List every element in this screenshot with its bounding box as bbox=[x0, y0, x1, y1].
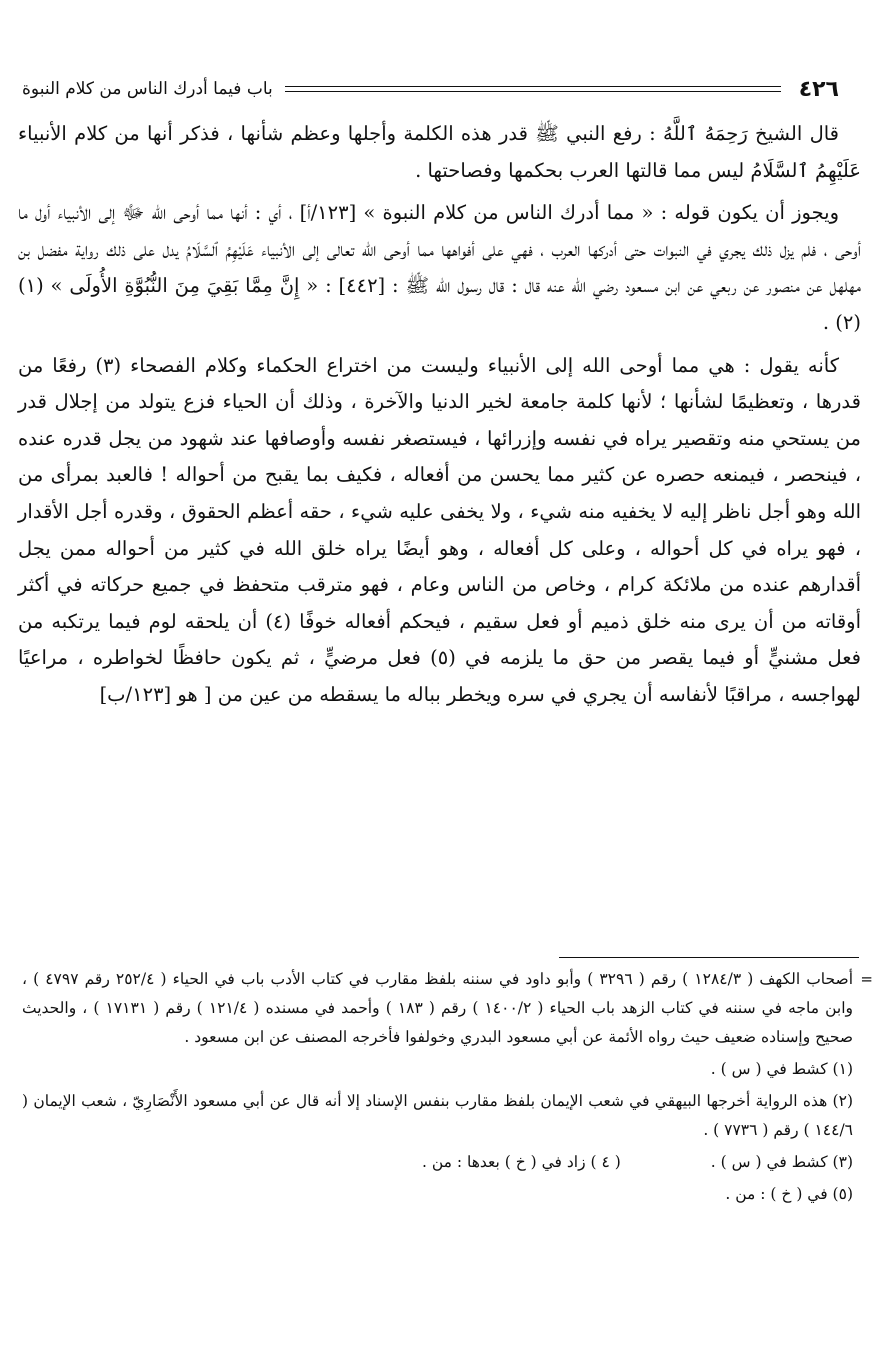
footnote-5: (٥) في ( خ ) : من . bbox=[725, 1185, 853, 1203]
footnote-continuation bbox=[22, 965, 873, 1052]
footnote-row bbox=[22, 1148, 853, 1177]
footnote-1: (١) كشط في ( س ) . bbox=[710, 1060, 853, 1078]
main-text bbox=[18, 116, 861, 720]
paragraph: ويجوز أن يكون قوله : « مما أدرك الناس من كلام النبوة » [١٢٣/أ] ، أي : أنها مما أوحى الله ﷻ إلى الأنبياء أول ما أوحى ، فلم يزل ذلك يجري في النبوات حتى أدركها العرب ، فهي على أفواهها مما أوحى الله تعالى إلى الأنبياء عَلَيْهِمُ ٱلسَّلَامُ يدل على ذلك رواية مفضل بن مهلهل عن منصور عن ربعي عن ابن مسعود رضي الله عنه قال : قال رسول الله ﷺ : [٤٤٢] : « إِنَّ مِمَّا بَقِيَ مِنَ النُّبُوَّةِ الأُولَى » (١) (٢) . bbox=[18, 201, 861, 334]
footnote-continuation-text: أصحاب الكهف ( ١٢٨٤/٣ ) رقم ( ٣٢٩٦ ) وأبو داود في سننه بلفظ مقارب في كتاب الأدب باب في الحياء ( ٢٥٢/٤ رقم ٤٧٩٧ ) ، وابن ماجه في سننه في كتاب الزهد باب الحياء ( ١٤٠٠/٢ ) رقم ( ١٨٣ ) وأحمد في مسنده ( ١٢١/٤ ) رقم ( ١٧١٣١ ) ، والحديث صحيح وإسناده ضعيف حيث رواه الأئمة عن أبي مسعود البدري وخولفوا فأخرجه المصنف عن ابن مسعود . bbox=[22, 970, 854, 1046]
header-rule bbox=[285, 86, 781, 92]
running-title: باب فيما أدرك الناس من كلام النبوة bbox=[22, 79, 273, 99]
page-number: ٤٢٦ bbox=[798, 76, 839, 102]
page-header bbox=[22, 72, 839, 106]
footnote-2: (٢) هذه الرواية أخرجها البيهقي في شعب الإيمان بلفظ مقارب بنفس الإسناد إلا أنه قال عن أبي مسعود الأَنْصَارِيّ ، شعب الإيمان ( ١٤٤/٦ ) رقم ( ٧٧٣٦ ) . bbox=[22, 1092, 853, 1139]
footnote-3: (٣) كشط في ( س ) . bbox=[710, 1153, 853, 1171]
footnote-separator bbox=[559, 957, 859, 958]
paragraph: قال الشيخ رَحِمَهُ ٱللَّهُ : رفع النبي ﷺ قدر هذه الكلمة وأجلها وعظم شأنها ، فذكر أنها من كلام الأنبياء عَلَيْهِمُ ٱلسَّلَامُ ليس مما قالتها العرب بحكمها وفصاحتها . bbox=[18, 122, 861, 182]
paragraph: كأنه يقول : هي مما أوحى الله إلى الأنبياء وليست من اختراع الحكماء وكلام الفصحاء (٣) رفعًا من قدرها ، وتعظيمًا لشأنها ؛ لأنها كلمة جامعة لخير الدنيا والآخرة ، وذلك أن الحياء فزع يتولد من إجلال قدر من يستحي منه وتقصير يراه في نفسه وإزرائها ، فيستصغر نفسه وأوصافها عند شهود من يجل قدره عنده ، فينحصر ، فيمنعه حصره عن كثير مما يحسن من أفعاله ، فكيف بما يقبح من أحواله ! فالعبد بمرأى من الله وهو أجل ناظر إليه لا يخفيه منه شيء ، ولا يخفى عليه شيء ، حقه أعظم الحقوق ، وقدره أجل الأقدار ، فهو يراه في كل أحواله ، وعلى كل أفعاله ، وهو أيضًا يراه خلق الله في كثير من أحواله ممن يجل أقدارهم عنده من ملائكة كرام ، وخاص من الناس وعام ، فهو مترقب متحفظ في جميع حركاته في أكثر أوقاته من أن يرى منه خلق ذميم أو فعل سقيم ، فيحكم أفعاله خوفًا (٤) أن يلحقه لوم فيما يرتكبه من فعل مشنيٍّ أو فيما يقصر من حق ما يلزمه في (٥) فعل مرضيٍّ ، ثم يكون حافظًا لخواطره ، مراعيًا لهواجسه ، مراقبًا لأنفاسه أن يجري في سره ويخطر بباله ما يسقطه من عين من [ هو [١٢٣/ب] bbox=[18, 353, 861, 706]
continuation-mark: = bbox=[860, 970, 873, 988]
footnotes bbox=[22, 965, 873, 1212]
footnote-4: ( ٤ ) زاد في ( خ ) بعدها : من . bbox=[421, 1153, 621, 1171]
